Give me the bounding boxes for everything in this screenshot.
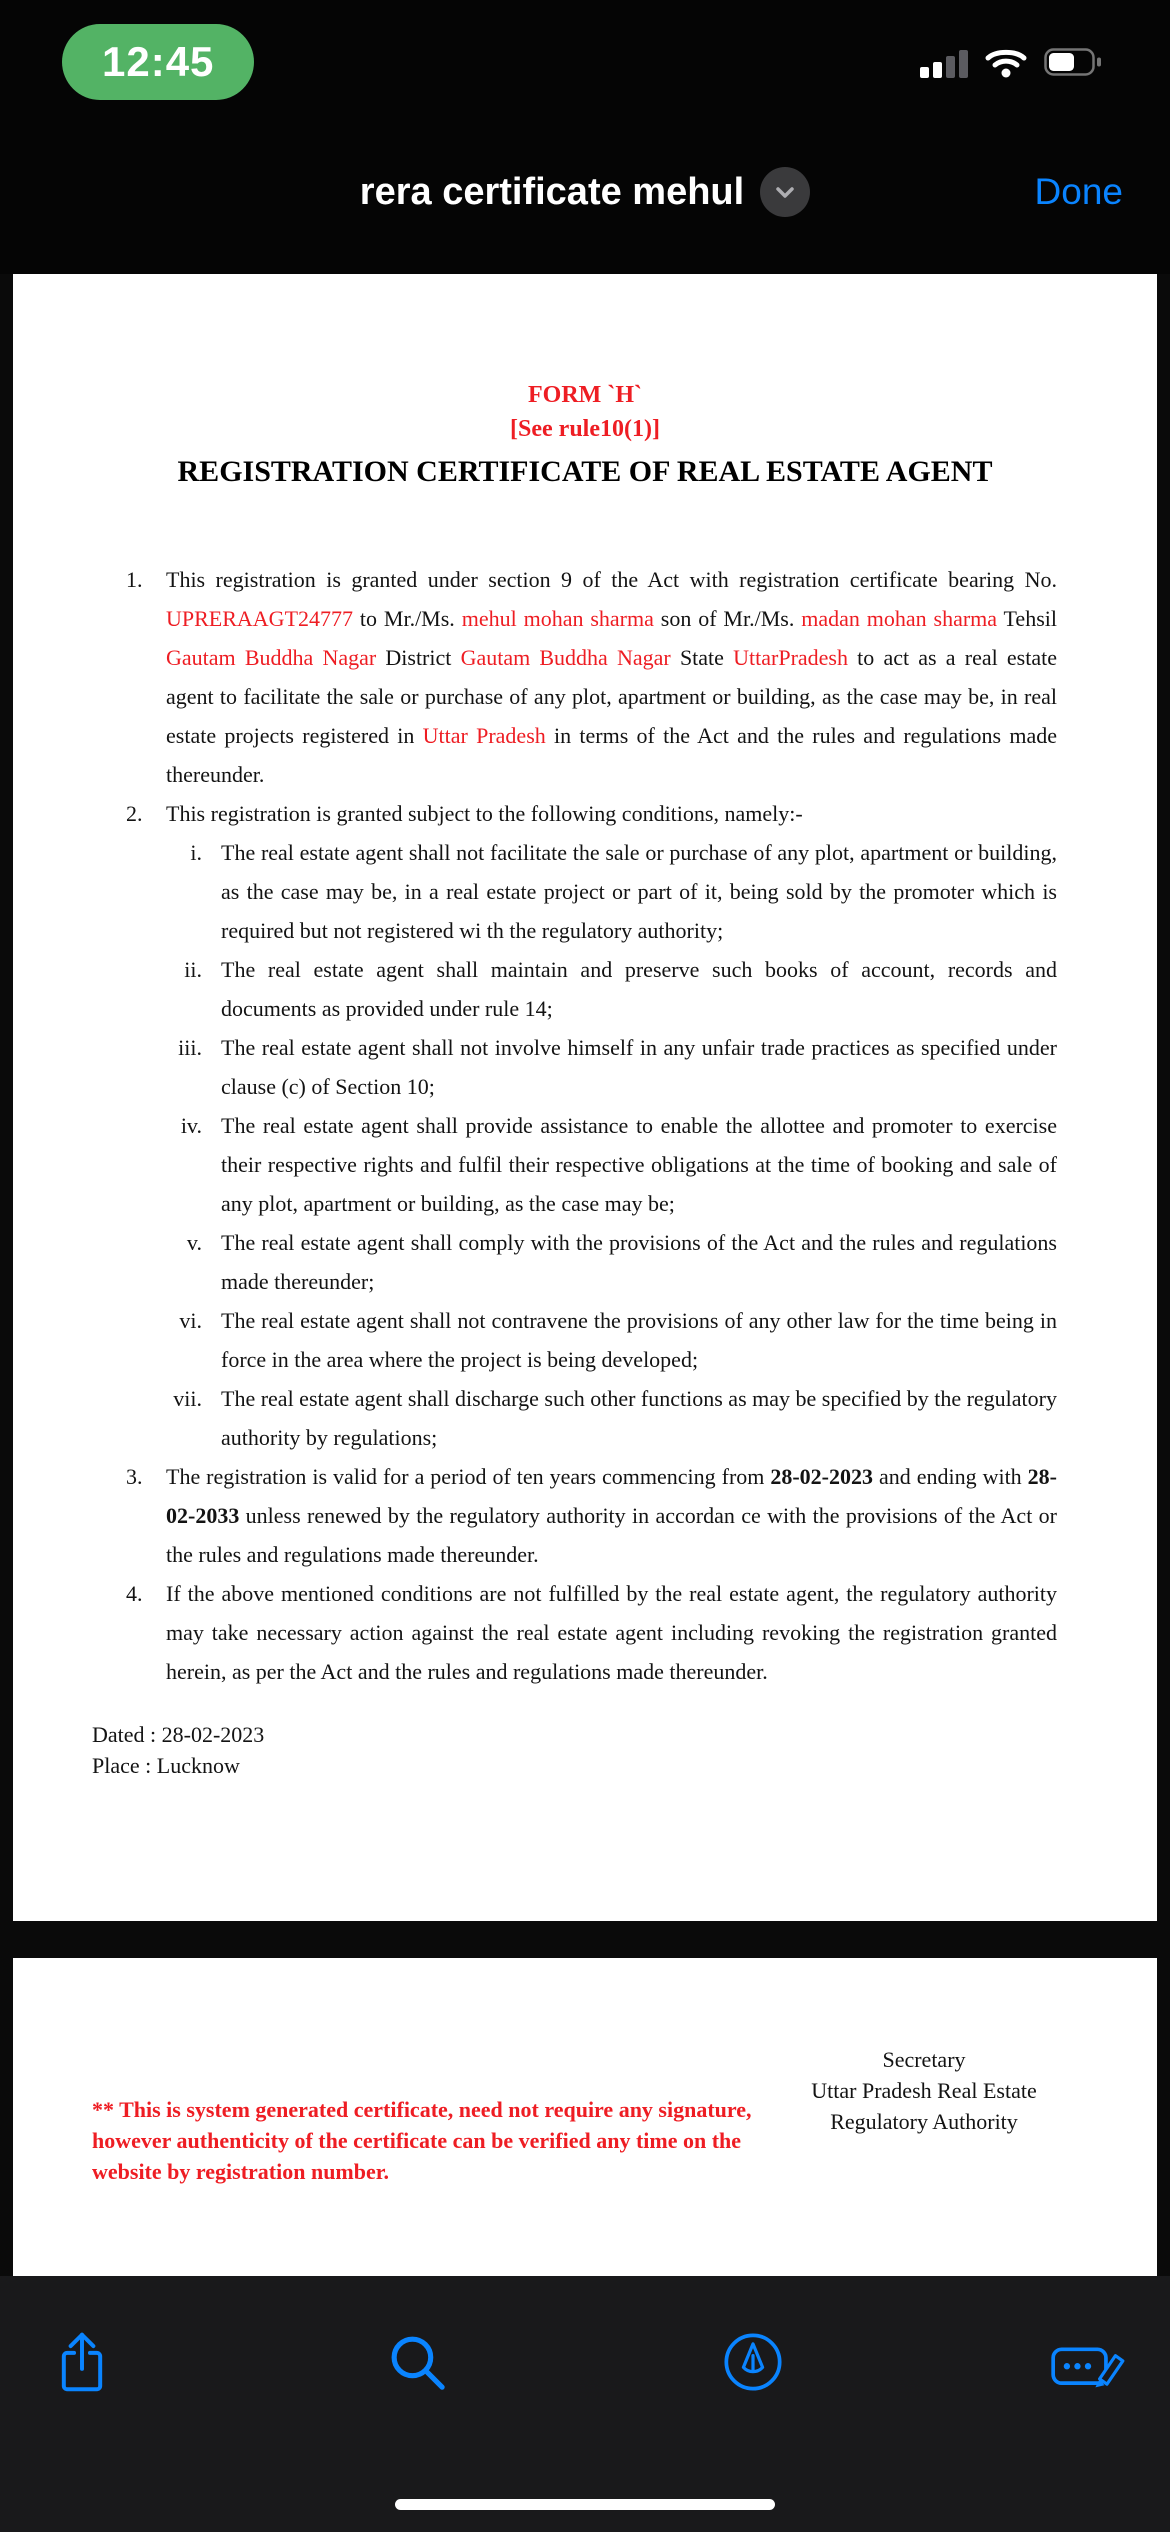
chevron-down-icon [770, 177, 800, 207]
done-button[interactable]: Done [1034, 171, 1123, 212]
list-item-2 [126, 794, 1057, 833]
certificate-page-1 [13, 274, 1157, 1921]
sub-item-number: vii. [173, 1386, 202, 1411]
sub-item-number: v. [186, 1230, 202, 1255]
list-item-number: 1. [126, 567, 143, 592]
sub-item-number: ii. [184, 957, 202, 982]
status-bar [0, 0, 1170, 110]
signatory-line: Regulatory Authority [830, 2109, 1018, 2134]
sub-item-vi [153, 1301, 1057, 1379]
signatory-line: Uttar Pradesh Real Estate [811, 2078, 1037, 2103]
dated-place-block [92, 1719, 1157, 1781]
form-rule-line: [See rule10(1)] [510, 416, 660, 442]
home-indicator[interactable] [395, 2499, 775, 2510]
sub-item-number: iv. [180, 1113, 202, 1138]
toolbar-icon-row [0, 2276, 1170, 2400]
search-icon [385, 2330, 449, 2394]
markup-pen-icon [721, 2330, 785, 2394]
sub-item-iv [153, 1106, 1057, 1223]
document-title-group [360, 167, 810, 217]
battery-icon [1044, 48, 1102, 76]
list-item-4 [126, 1574, 1057, 1691]
document-title: rera certificate mehul [359, 170, 745, 213]
list-item-text: The registration is valid for a period of ten years commencing from 28-02-2023 and ending with 28-02-2033 unless renewed by the regulatory authority in accordan ce with the provisions of the Act or the rules and regulations made thereunder. [166, 1464, 1057, 1567]
list-item-3 [126, 1457, 1057, 1574]
sub-item-v [153, 1223, 1057, 1301]
list-item-number: 4. [126, 1581, 143, 1606]
sub-item-text: The real estate agent shall comply with the provisions of the Act and the rules and regulations made thereunder; [221, 1230, 1057, 1294]
search-button[interactable] [379, 2324, 455, 2400]
top-bar [0, 0, 1170, 274]
document-scroll-area[interactable] [0, 274, 1170, 2276]
title-menu-button[interactable] [760, 167, 810, 217]
sub-item-iii [153, 1028, 1057, 1106]
sub-item-i [153, 833, 1057, 950]
sub-item-text: The real estate agent shall provide assistance to enable the allottee and promoter to exercise their respective rights and fulfil their respective obligations at the time of booking and sale of any plot, apartment or building, as the case may be; [221, 1113, 1057, 1216]
sub-item-number: i. [190, 840, 202, 865]
form-title: FORM `H` [528, 382, 642, 408]
share-button[interactable] [44, 2324, 120, 2400]
list-item-text: If the above mentioned conditions are not fulfilled by the real estate agent, the regulatory authority may take necessary action against the real estate agent including revoking the registration granted herein, as per the Act and the rules and regulations made thereunder. [166, 1581, 1057, 1684]
bottom-toolbar [0, 2276, 1170, 2532]
conditions-list [13, 560, 1157, 1691]
list-item-text: This registration is granted subject to the following conditions, namely:- [166, 801, 803, 826]
list-item-number: 3. [126, 1464, 143, 1489]
share-icon [57, 2330, 107, 2394]
list-item-text: This registration is granted under section 9 of the Act with registration certificate bearing No. UPRERAAGT24777 to Mr./Ms. mehul mohan sharma son of Mr./Ms. madan mohan sharma Tehsil Gautam Buddha Nagar District Gautam Buddha Nagar State UttarPradesh to act as a real estate agent to facilitate the sale or purchase of any plot, apartment or building, as the case may be, in real estate projects registered in Uttar Pradesh in terms of the Act and the rules and regulations made thereunder. [166, 567, 1057, 787]
sub-item-text: The real estate agent shall not contravene the provisions of any other law for the time being in force in the area where the project is being developed; [221, 1308, 1057, 1372]
nav-bar [0, 110, 1170, 274]
place-line: Place : Lucknow [92, 1753, 240, 1778]
dated-line: Dated : 28-02-2023 [92, 1722, 265, 1747]
signature-button[interactable] [1050, 2324, 1126, 2400]
certificate-heading: REGISTRATION CERTIFICATE OF REAL ESTATE AGENT [177, 455, 993, 488]
sub-item-text: The real estate agent shall discharge such other functions as may be specified by the regulatory authority by regulations; [221, 1386, 1057, 1450]
sub-item-text: The real estate agent shall not facilitate the sale or purchase of any plot, apartment or building, as the case may be, in a real estate project or part of it, being sold by the promoter which is required but not registered wi th the regulatory authority; [221, 840, 1057, 943]
markup-button[interactable] [715, 2324, 791, 2400]
signatory-line: Secretary [882, 2047, 966, 2072]
wifi-icon [984, 46, 1028, 78]
certificate-page-2 [13, 1958, 1157, 2276]
clock-time: 12:45 [102, 38, 215, 85]
status-icons [920, 46, 1102, 78]
cellular-signal-icon [920, 46, 968, 78]
time-pill[interactable] [62, 24, 254, 100]
signature-icon [1050, 2332, 1126, 2392]
disclaimer-text: ** This is system generated certificate, need not require any signature, however authenticity of the certificate can be verified any time on the website by registration number. [92, 2097, 752, 2184]
sub-item-ii [153, 950, 1057, 1028]
signatory-block [799, 2044, 1049, 2137]
sub-item-text: The real estate agent shall not involve himself in any unfair trade practices as specified under clause (c) of Section 10; [221, 1035, 1057, 1099]
list-item-1 [126, 560, 1057, 794]
sub-item-text: The real estate agent shall maintain and preserve such books of account, records and documents as provided under rule 14; [221, 957, 1057, 1021]
list-item-number: 2. [126, 801, 143, 826]
sub-item-vii [153, 1379, 1057, 1457]
sub-item-number: vi. [179, 1308, 202, 1333]
sub-item-number: iii. [178, 1035, 202, 1060]
